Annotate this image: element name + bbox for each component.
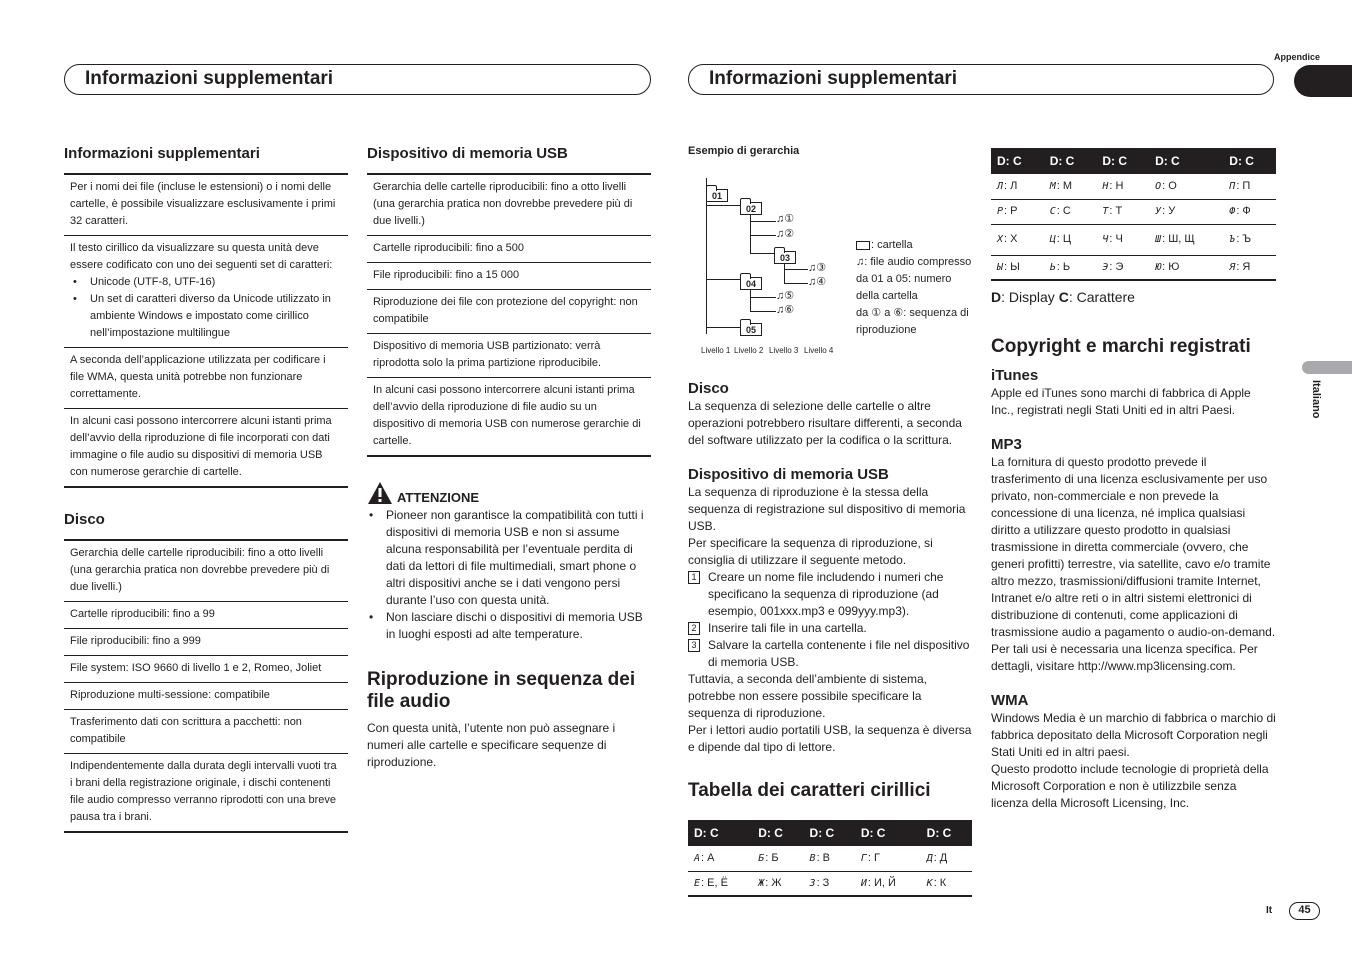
table-header-row	[688, 820, 972, 846]
section-heading: Dispositivo di memoria USB	[367, 145, 568, 162]
legend-text: : file audio compresso	[864, 256, 972, 268]
disc-table	[64, 539, 348, 833]
table-cell	[752, 871, 803, 896]
subsection-heading: MP3	[991, 436, 1022, 453]
tree-line	[750, 297, 776, 298]
table-cell	[855, 871, 921, 896]
char-value: : Р	[1004, 205, 1018, 217]
tree-line	[706, 327, 740, 328]
char-value: : Е, Ё	[701, 876, 728, 889]
table-row: In alcuni casi possono intercorrere alcuni istanti prima dell’avvio della riproduzione di file incorporati con dati immagine o file audio su dispositivi di memoria USB con numerose gerarchie di cartelle.	[64, 408, 348, 486]
display-glyph: Ь	[1049, 261, 1056, 273]
audio-file-icon: ♫	[856, 256, 865, 268]
table-header: D: C	[921, 820, 972, 846]
tree-line	[750, 213, 751, 253]
table-row: Cartelle riproducibili: fino a 99	[64, 601, 348, 628]
cyrillic-table-1	[688, 820, 972, 897]
table-header: D: C	[1149, 148, 1223, 174]
char-value: : Х	[1004, 233, 1018, 245]
display-glyph: Т	[1102, 206, 1109, 217]
folder-icon	[856, 241, 870, 250]
table-row	[991, 199, 1276, 224]
page-number: 45	[1289, 902, 1320, 920]
table-row: Gerarchia delle cartelle riproducibili: fino a otto livelli (una gerarchia pratica non dovrebbe prevedere più di due livelli.)	[70, 547, 330, 593]
table-row: Trasferimento dati con scrittura a pacchetti: non compatibile	[64, 709, 348, 753]
language-code: It	[1266, 905, 1273, 916]
char-value: : Б	[765, 851, 779, 864]
level-label: Livello 3	[769, 346, 799, 355]
table-cell	[1096, 199, 1149, 224]
display-glyph: О	[1155, 180, 1162, 192]
table-cell	[991, 174, 1044, 199]
section-heading: Tabella dei caratteri cirillici	[688, 780, 931, 801]
table-cell	[991, 224, 1044, 255]
char-value: : Ъ	[1236, 233, 1252, 245]
tree-line	[784, 261, 785, 283]
table-row	[688, 871, 972, 896]
tree-line	[750, 287, 751, 311]
language-tab-label: Italiano	[1310, 380, 1322, 419]
char-value: : Г	[867, 851, 880, 864]
table-cell	[1044, 174, 1097, 199]
table-cell	[1096, 224, 1149, 255]
section-heading: Copyright e marchi registrati	[991, 336, 1251, 357]
folder-icon: 02	[740, 202, 762, 215]
audio-file-icon: ♫③	[808, 262, 827, 274]
diagram-title: Esempio di gerarchia	[688, 145, 800, 157]
display-glyph: Я	[1229, 261, 1236, 273]
paragraph: La sequenza di riproduzione è la stessa della sequenza di registrazione sul dispositivo di memoria USB.	[688, 485, 966, 533]
table-cell	[921, 846, 972, 871]
page-title-right: Informazioni supplementari	[688, 64, 1274, 95]
char-value: : И, Й	[867, 876, 896, 889]
list-item: • Unicode (UTF-8, UTF-16)	[70, 274, 342, 291]
tree-line	[784, 269, 808, 270]
table-row-text: Il testo cirillico da visualizzare su questa unità deve essere codificato con uno dei seguenti set di caratteri:	[70, 242, 333, 271]
char-value: : З	[816, 876, 830, 889]
table-legend	[991, 289, 1276, 306]
step-number: 1	[688, 571, 700, 584]
table-cell	[688, 846, 752, 871]
paragraph: Con questa unità, l’utente non può assegnare i numeri alle cartelle e specificare sequenze di riproduzione.	[367, 721, 616, 769]
char-value: : С	[1056, 205, 1071, 217]
file-number: ④	[816, 276, 827, 288]
file-number: ⑥	[784, 304, 795, 316]
table-header: D: C	[1044, 148, 1097, 174]
legend-item	[856, 237, 976, 254]
section-heading: Informazioni supplementari	[64, 145, 260, 162]
warning-item: • Pioneer non garantisce la compatibilità con tutti i dispositivi di memoria USB e non si assume alcuna responsabilità per l’eventuale perdita di dati da lettori di file multimediali, smart phone o altri dispositivi anche se i dati vengono persi durante l’uso con questa unità.	[367, 507, 651, 609]
display-glyph: С	[1049, 206, 1056, 217]
display-glyph: Ф	[1229, 206, 1236, 217]
legend-text: : cartella	[871, 239, 913, 251]
char-value: : Ю	[1162, 260, 1180, 273]
column-2	[367, 144, 651, 771]
table-header-row	[991, 148, 1276, 174]
display-glyph: Ш	[1155, 234, 1162, 245]
file-number: ③	[816, 262, 827, 274]
info-table	[64, 173, 348, 488]
charset-list	[70, 274, 342, 342]
section-heading: Dispositivo di memoria USB	[688, 466, 889, 483]
char-value: : Ф	[1236, 205, 1251, 217]
display-glyph: В	[809, 852, 816, 864]
char-value: : У	[1162, 205, 1176, 217]
column-4	[991, 148, 1276, 812]
level-label: Livello 2	[734, 346, 764, 355]
cyrillic-table-2	[991, 148, 1276, 281]
table-cell	[1223, 224, 1276, 255]
char-value: : Т	[1109, 205, 1123, 217]
paragraph: La sequenza di selezione delle cartelle o altre operazioni potrebbero risultare differenti, a seconda del software utilizzato per la codifica o la scrittura.	[688, 399, 962, 447]
display-glyph: Э	[1102, 261, 1109, 273]
display-glyph: Ы	[997, 261, 1004, 273]
table-row	[991, 224, 1276, 255]
warning-block	[367, 481, 651, 643]
step-text: Creare un nome file includendo i numeri che specificano la sequenza di riproduzione (ad esempio, 001xxx.mp3 e 099yyy.mp3).	[708, 570, 944, 618]
file-number: ⑤	[784, 290, 795, 302]
legend-key: D	[991, 289, 1002, 305]
table-header: D: C	[1096, 148, 1149, 174]
table-cell	[991, 255, 1044, 280]
diagram-legend	[856, 237, 976, 339]
table-header: D: C	[752, 820, 803, 846]
audio-file-icon: ♫⑥	[776, 304, 795, 316]
display-glyph: К	[926, 877, 933, 889]
step-number: 2	[688, 622, 700, 635]
table-row	[688, 846, 972, 871]
table-row: File riproducibili: fino a 15 000	[367, 262, 651, 289]
char-value: : Ц	[1056, 233, 1071, 245]
display-glyph: Д	[926, 852, 933, 864]
table-row: Dispositivo di memoria USB partizionato: verrà riprodotta solo la prima partizione riproducibile.	[367, 333, 651, 377]
tree-line	[750, 221, 776, 222]
table-header: D: C	[804, 820, 855, 846]
char-value: : Н	[1109, 179, 1124, 192]
warning-icon	[367, 481, 393, 505]
display-glyph: Х	[997, 234, 1004, 245]
paragraph: La fornitura di questo prodotto prevede il trasferimento di una licenza esclusivamente per uso privato, non-commerciale e non prevede la concessione di una licenza, né implica qualsiasi diritto a utilizzare questo prodotto in qualsiasi trasmissione in diretta commerciale (ovvero, che generi profitti) terrestre, via satellite, cavo e/o tramite altro mezzo, trasmissioni/diffusioni tramite Internet, Intranet e/o altre reti o in altri sistemi elettronici di distribuzione di contenuti, come applicazioni di trasmissione audio a pagamento o audio-on-demand. Per tali usi è necessaria una licenza specifica. Per dettagli, visitare http://www.mp3licensing.com.	[991, 455, 1276, 673]
display-glyph: Л	[997, 180, 1004, 192]
paragraph: Per specificare la sequenza di riproduzione, si consiglia di utilizzare il seguente metodo.	[688, 536, 933, 567]
display-glyph: Ц	[1049, 234, 1056, 245]
table-row: A seconda dell’applicazione utilizzata per codificare i file WMA, questa unità potrebbe non funzionare correttamente.	[64, 347, 348, 408]
table-cell	[804, 871, 855, 896]
audio-file-icon: ♫①	[776, 213, 795, 225]
table-header: D: C	[855, 820, 921, 846]
table-row: Cartelle riproducibili: fino a 500	[367, 235, 651, 262]
legend-text: : Carattere	[1068, 289, 1135, 305]
step-item	[688, 637, 972, 671]
char-value: : Л	[1004, 179, 1018, 192]
display-glyph: Ч	[1102, 234, 1109, 245]
char-value: : Д	[933, 851, 948, 864]
table-cell	[1044, 224, 1097, 255]
hierarchy-diagram	[688, 165, 972, 355]
section-heading: Riproduzione in sequenza dei file audio	[367, 669, 636, 712]
table-row	[64, 235, 348, 347]
legend-item: da ① a ⑥: sequenza di riproduzione	[856, 307, 969, 336]
folder-icon: 05	[740, 323, 762, 336]
display-glyph: И	[860, 877, 867, 889]
table-cell	[1096, 174, 1149, 199]
column-1	[64, 144, 348, 833]
audio-file-icon: ♫④	[808, 276, 827, 288]
display-glyph: З	[809, 877, 816, 889]
char-value: : Ы	[1004, 260, 1020, 273]
table-cell	[804, 846, 855, 871]
display-glyph: А	[694, 852, 701, 864]
section-tab-marker	[1294, 65, 1352, 97]
section-label: Appendice	[1273, 52, 1320, 62]
table-cell	[855, 846, 921, 871]
folder-icon: 03	[774, 251, 796, 264]
display-glyph: Ъ	[1229, 234, 1236, 245]
char-value: : О	[1162, 179, 1177, 192]
table-row: Riproduzione dei file con protezione del copyright: non compatibile	[367, 289, 651, 333]
language-tab-marker	[1302, 361, 1352, 374]
table-row	[991, 174, 1276, 199]
display-glyph: М	[1049, 180, 1056, 192]
audio-file-icon: ♫②	[776, 228, 795, 240]
paragraph: Windows Media è un marchio di fabbrica o marchio di fabbrica depositato della Microsoft Corporation negli Stati Uniti ed in altri paesi.	[991, 711, 1276, 759]
table-cell	[1149, 224, 1223, 255]
display-glyph: У	[1155, 206, 1162, 217]
table-row: File riproducibili: fino a 999	[64, 628, 348, 655]
section-heading: Disco	[688, 380, 729, 397]
char-value: : Ь	[1056, 260, 1071, 273]
char-value: : Ч	[1109, 233, 1123, 245]
table-row: Per i nomi dei file (incluse le estensioni) o i nomi delle cartelle, è possibile visualizzare esclusivamente i primi 32 caratteri.	[70, 181, 336, 227]
table-cell	[921, 871, 972, 896]
subsection-heading: WMA	[991, 692, 1029, 709]
warning-item: • Non lasciare dischi o dispositivi di memoria USB in luoghi esposti ad alte temperature.	[367, 609, 651, 643]
table-row: In alcuni casi possono intercorrere alcuni istanti prima dell’avvio della riproduzione di file audio su un dispositivo di memoria USB con numerose gerarchie di cartelle.	[367, 377, 651, 455]
table-header: D: C	[688, 820, 752, 846]
char-value: : Ш, Щ	[1162, 233, 1195, 245]
table-row	[991, 255, 1276, 280]
page-title-left: Informazioni supplementari	[64, 64, 651, 95]
legend-key: C	[1058, 289, 1069, 305]
legend-item	[856, 254, 976, 271]
subsection-heading: iTunes	[991, 367, 1039, 384]
column-3	[688, 144, 972, 897]
step-number: 3	[688, 639, 700, 652]
display-glyph: Е	[694, 877, 701, 889]
char-value: : А	[701, 851, 715, 864]
table-row: File system: ISO 9660 di livello 1 e 2, Romeo, Joliet	[64, 655, 348, 682]
table-row: Gerarchia delle cartelle riproducibili: fino a otto livelli (una gerarchia pratica non dovrebbe prevedere più di due livelli.)	[373, 181, 633, 227]
display-glyph: Ж	[758, 877, 765, 889]
folder-icon: 04	[740, 277, 762, 290]
paragraph: Per i lettori audio portatili USB, la sequenza è diversa e dipende dal tipo di lettore.	[688, 723, 972, 754]
display-glyph: Г	[860, 852, 867, 864]
tree-line	[750, 311, 776, 312]
table-cell	[1096, 255, 1149, 280]
usb-table	[367, 173, 651, 457]
char-value: : П	[1236, 179, 1251, 192]
table-header: D: C	[991, 148, 1044, 174]
step-text: Salvare la cartella contenente i file nel dispositivo di memoria USB.	[708, 638, 970, 669]
table-cell	[688, 871, 752, 896]
table-cell	[991, 199, 1044, 224]
table-cell	[1044, 199, 1097, 224]
tree-line	[750, 235, 776, 236]
table-cell	[1223, 255, 1276, 280]
paragraph: Questo prodotto include tecnologie di proprietà della Microsoft Corporation e non è utilizzbile senza licenza della Microsoft Licensing, Inc.	[991, 762, 1269, 810]
paragraph: Tuttavia, a seconda dell’ambiente di sistema, potrebbe non essere possibile specificare la sequenza di riproduzione.	[688, 672, 928, 720]
warning-header	[367, 481, 651, 505]
char-value: : Ж	[765, 876, 782, 889]
warning-title: ATTENZIONE	[397, 490, 480, 505]
level-label: Livello 1	[701, 346, 731, 355]
table-cell	[1044, 255, 1097, 280]
legend-item: da 01 a 05: numero della cartella	[856, 273, 952, 302]
folder-icon: 01	[706, 189, 728, 202]
table-header: D: C	[1223, 148, 1276, 174]
table-cell	[1149, 199, 1223, 224]
display-glyph: Р	[997, 206, 1004, 217]
paragraph: Apple ed iTunes sono marchi di fabbrica di Apple Inc., registrati negli Stati Uniti ed in altri Paesi.	[991, 386, 1251, 417]
section-heading: Disco	[64, 511, 105, 528]
display-glyph: Б	[758, 852, 765, 864]
char-value: : В	[816, 851, 831, 864]
table-cell	[1223, 174, 1276, 199]
legend-text: : Display	[1001, 289, 1059, 305]
display-glyph: П	[1229, 180, 1236, 192]
tree-line	[784, 283, 808, 284]
step-text: Inserire tali file in una cartella.	[708, 621, 867, 635]
step-item	[688, 569, 972, 620]
char-value: : Э	[1109, 260, 1124, 273]
char-value: : Я	[1236, 260, 1251, 273]
char-value: : М	[1056, 179, 1072, 192]
level-label: Livello 4	[804, 346, 834, 355]
file-number: ②	[784, 228, 795, 240]
table-cell	[1223, 199, 1276, 224]
tree-line	[750, 253, 774, 254]
table-row: Indipendentemente dalla durata degli intervalli vuoti tra i brani della registrazione originale, i dischi contenenti file audio compresso verranno riprodotti con una breve pausa tra i brani.	[64, 753, 348, 831]
audio-file-icon: ♫⑤	[776, 290, 795, 302]
tree-line	[706, 205, 740, 206]
char-value: : К	[933, 876, 947, 889]
table-cell	[752, 846, 803, 871]
step-item	[688, 620, 972, 637]
tree-line	[706, 279, 740, 280]
table-cell	[1149, 255, 1223, 280]
display-glyph: Н	[1102, 180, 1109, 192]
table-cell	[1149, 174, 1223, 199]
list-item: • Un set di caratteri diverso da Unicode utilizzato in ambiente Windows e impostato come cirillico nell’impostazione multilingue	[70, 291, 342, 342]
table-row: Riproduzione multi-sessione: compatibile	[64, 682, 348, 709]
file-number: ①	[784, 213, 795, 225]
display-glyph: Ю	[1155, 261, 1162, 273]
